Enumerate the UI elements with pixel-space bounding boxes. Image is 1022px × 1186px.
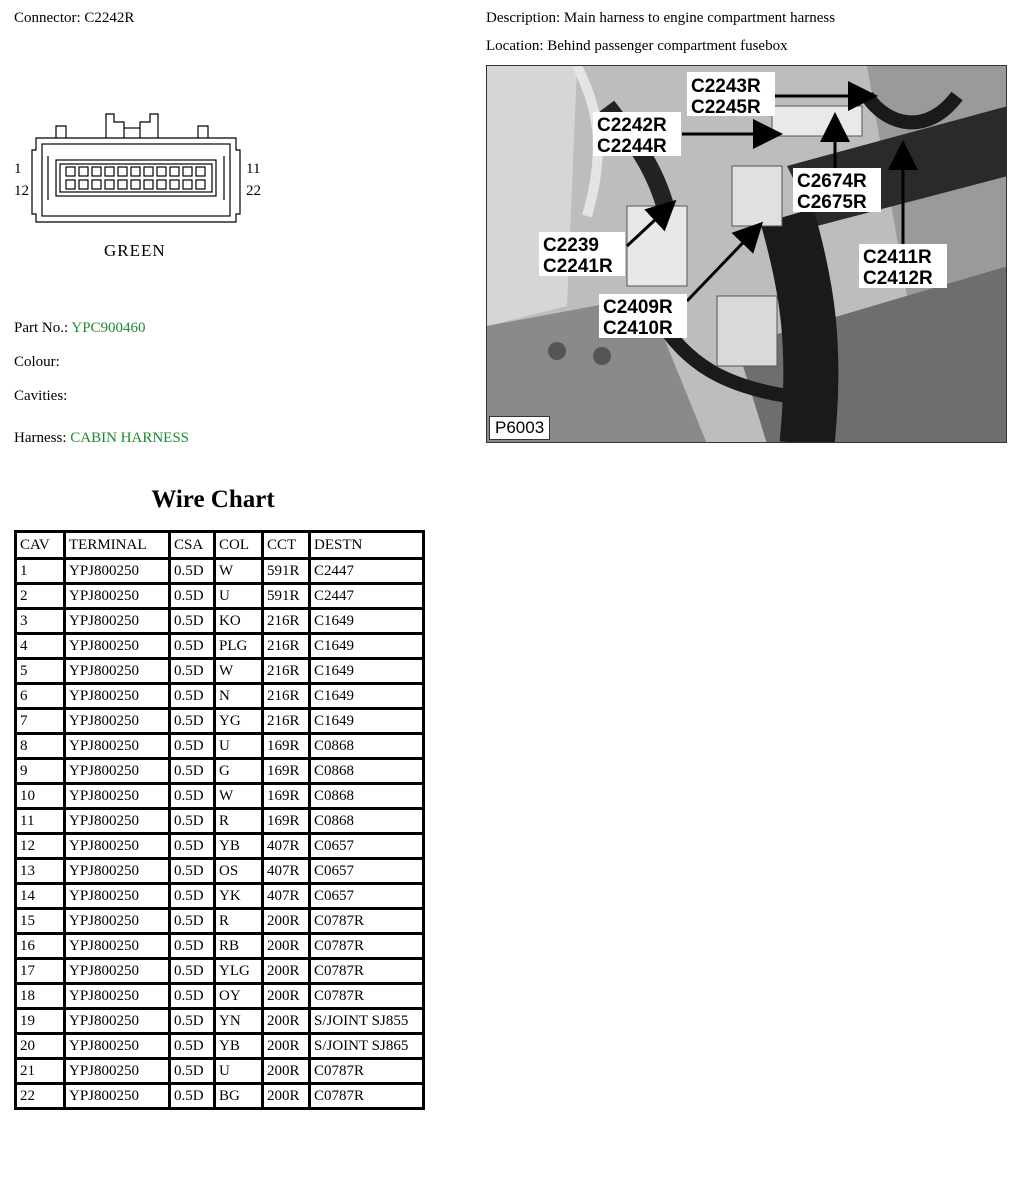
cell-cct: 200R — [263, 909, 310, 934]
cell-csa: 0.5D — [170, 784, 215, 809]
cell-terminal: YPJ800250 — [65, 934, 170, 959]
cell-csa: 0.5D — [170, 1084, 215, 1109]
callout-c2245r: C2245R — [691, 97, 761, 118]
pin-label-1: 1 — [14, 161, 22, 177]
cell-cct: 169R — [263, 734, 310, 759]
cell-destn: C0868 — [310, 784, 424, 809]
cell-cav: 9 — [16, 759, 65, 784]
cell-col: W — [215, 784, 263, 809]
table-row — [16, 734, 424, 759]
table-row — [16, 784, 424, 809]
cell-cav: 20 — [16, 1034, 65, 1059]
cell-terminal: YPJ800250 — [65, 984, 170, 1009]
pin-label-11: 11 — [246, 161, 261, 177]
cell-csa: 0.5D — [170, 1034, 215, 1059]
cell-cct: 216R — [263, 709, 310, 734]
connector-label: Connector: — [14, 10, 81, 26]
cell-cct: 200R — [263, 1034, 310, 1059]
cell-cct: 216R — [263, 684, 310, 709]
callout-c2242r: C2242R — [597, 115, 667, 136]
cell-cav: 7 — [16, 709, 65, 734]
cell-terminal: YPJ800250 — [65, 834, 170, 859]
cell-col: G — [215, 759, 263, 784]
header-cav: CAV — [16, 532, 65, 559]
table-row — [16, 1084, 424, 1109]
cell-destn: C0787R — [310, 959, 424, 984]
cell-cav: 12 — [16, 834, 65, 859]
description-label: Description: — [486, 10, 561, 26]
cell-terminal: YPJ800250 — [65, 959, 170, 984]
connector-line — [14, 10, 134, 27]
cell-cct: 200R — [263, 1009, 310, 1034]
wire-chart-table — [14, 530, 425, 1110]
cell-cct: 169R — [263, 759, 310, 784]
cell-col: KO — [215, 609, 263, 634]
cell-terminal: YPJ800250 — [65, 759, 170, 784]
cell-destn: C0657 — [310, 884, 424, 909]
table-row — [16, 834, 424, 859]
cell-cav: 17 — [16, 959, 65, 984]
cell-csa: 0.5D — [170, 659, 215, 684]
table-row — [16, 884, 424, 909]
cell-terminal: YPJ800250 — [65, 584, 170, 609]
cell-csa: 0.5D — [170, 559, 215, 584]
cell-csa: 0.5D — [170, 759, 215, 784]
cell-csa: 0.5D — [170, 809, 215, 834]
cell-destn: C0868 — [310, 809, 424, 834]
cell-terminal: YPJ800250 — [65, 784, 170, 809]
harness-line — [14, 430, 189, 447]
location-label: Location: — [486, 38, 544, 54]
part-no-line — [14, 320, 146, 337]
cell-col: U — [215, 1059, 263, 1084]
table-row — [16, 709, 424, 734]
cell-destn: C0787R — [310, 1084, 424, 1109]
cell-cct: 407R — [263, 859, 310, 884]
cell-terminal: YPJ800250 — [65, 1084, 170, 1109]
table-row — [16, 559, 424, 584]
cell-col: PLG — [215, 634, 263, 659]
cell-cav: 4 — [16, 634, 65, 659]
cell-csa: 0.5D — [170, 609, 215, 634]
cell-destn: S/JOINT SJ865 — [310, 1034, 424, 1059]
cell-terminal: YPJ800250 — [65, 684, 170, 709]
cell-col: YN — [215, 1009, 263, 1034]
cell-cct: 216R — [263, 659, 310, 684]
cell-cav: 5 — [16, 659, 65, 684]
cell-cct: 200R — [263, 959, 310, 984]
cell-col: R — [215, 809, 263, 834]
cell-destn: C0787R — [310, 984, 424, 1009]
cell-col: RB — [215, 934, 263, 959]
cell-csa: 0.5D — [170, 859, 215, 884]
table-header-row — [16, 532, 424, 559]
description-value: Main harness to engine compartment harness — [563, 10, 836, 26]
callout-c2410r: C2410R — [603, 318, 673, 339]
cell-destn: C1649 — [310, 634, 424, 659]
header-terminal: TERMINAL — [65, 532, 170, 559]
callout-c2674r: C2674R — [797, 171, 867, 192]
cell-cav: 19 — [16, 1009, 65, 1034]
table-row — [16, 659, 424, 684]
cell-terminal: YPJ800250 — [65, 809, 170, 834]
cell-cav: 22 — [16, 1084, 65, 1109]
cell-terminal: YPJ800250 — [65, 734, 170, 759]
cell-destn: C1649 — [310, 684, 424, 709]
cell-cct: 169R — [263, 809, 310, 834]
callout-c2409r: C2409R — [603, 297, 673, 318]
table-row — [16, 584, 424, 609]
harness-label: Harness: — [14, 430, 67, 446]
cell-destn: C1649 — [310, 709, 424, 734]
cell-col: U — [215, 734, 263, 759]
cell-col: YB — [215, 834, 263, 859]
cell-csa: 0.5D — [170, 834, 215, 859]
callout-c2675r: C2675R — [797, 192, 867, 213]
cell-terminal: YPJ800250 — [65, 659, 170, 684]
cell-col: R — [215, 909, 263, 934]
connector-colour-label: GREEN — [104, 241, 166, 260]
wire-chart-title: Wire Chart — [151, 486, 275, 513]
cell-cav: 18 — [16, 984, 65, 1009]
cell-destn: C0787R — [310, 909, 424, 934]
cell-cct: 200R — [263, 934, 310, 959]
cell-col: YK — [215, 884, 263, 909]
cell-csa: 0.5D — [170, 884, 215, 909]
cell-terminal: YPJ800250 — [65, 859, 170, 884]
photo-reference: P6003 — [489, 416, 550, 440]
table-row — [16, 609, 424, 634]
table-row — [16, 1034, 424, 1059]
cell-cav: 14 — [16, 884, 65, 909]
cell-csa: 0.5D — [170, 734, 215, 759]
cell-col: YG — [215, 709, 263, 734]
callout-c2239: C2239 — [543, 235, 599, 256]
connector-face-diagram — [14, 110, 284, 270]
cell-cav: 11 — [16, 809, 65, 834]
cell-csa: 0.5D — [170, 959, 215, 984]
cell-cav: 10 — [16, 784, 65, 809]
description-line — [486, 10, 835, 27]
cell-cav: 1 — [16, 559, 65, 584]
cell-cct: 591R — [263, 559, 310, 584]
cell-destn: C0787R — [310, 1059, 424, 1084]
table-row — [16, 934, 424, 959]
cell-destn: C0657 — [310, 859, 424, 884]
part-no-label: Part No.: — [14, 320, 69, 336]
cell-csa: 0.5D — [170, 934, 215, 959]
colour-label: Colour: — [14, 354, 60, 370]
cell-csa: 0.5D — [170, 909, 215, 934]
cell-cct: 407R — [263, 834, 310, 859]
cell-cct: 200R — [263, 1059, 310, 1084]
cell-terminal: YPJ800250 — [65, 709, 170, 734]
header-destn: DESTN — [310, 532, 424, 559]
callout-c2241r: C2241R — [543, 256, 613, 277]
cell-col: W — [215, 659, 263, 684]
cell-csa: 0.5D — [170, 984, 215, 1009]
cell-cct: 216R — [263, 609, 310, 634]
table-row — [16, 984, 424, 1009]
cell-col: BG — [215, 1084, 263, 1109]
cell-cav: 3 — [16, 609, 65, 634]
cell-destn: C0787R — [310, 934, 424, 959]
cell-cav: 15 — [16, 909, 65, 934]
cell-terminal: YPJ800250 — [65, 884, 170, 909]
header-cct: CCT — [263, 532, 310, 559]
table-row — [16, 959, 424, 984]
cell-destn: S/JOINT SJ855 — [310, 1009, 424, 1034]
location-photo — [486, 65, 1007, 443]
table-row — [16, 759, 424, 784]
callout-c2243r: C2243R — [691, 76, 761, 97]
table-row — [16, 809, 424, 834]
cell-destn: C2447 — [310, 584, 424, 609]
cell-csa: 0.5D — [170, 1059, 215, 1084]
cell-col: YLG — [215, 959, 263, 984]
header-col: COL — [215, 532, 263, 559]
cell-cct: 200R — [263, 1084, 310, 1109]
table-row — [16, 909, 424, 934]
cell-terminal: YPJ800250 — [65, 1034, 170, 1059]
cell-cct: 200R — [263, 984, 310, 1009]
cell-col: U — [215, 584, 263, 609]
cell-cav: 16 — [16, 934, 65, 959]
table-row — [16, 859, 424, 884]
callout-c2244r: C2244R — [597, 136, 667, 157]
harness-value: CABIN HARNESS — [70, 430, 190, 446]
location-value: Behind passenger compartment fusebox — [547, 38, 788, 54]
cell-destn: C2447 — [310, 559, 424, 584]
table-row — [16, 684, 424, 709]
cell-cav: 2 — [16, 584, 65, 609]
cell-cct: 591R — [263, 584, 310, 609]
cell-csa: 0.5D — [170, 709, 215, 734]
callout-c2412r: C2412R — [863, 268, 933, 289]
cell-destn: C1649 — [310, 659, 424, 684]
connector-value: C2242R — [84, 10, 135, 26]
cell-cct: 169R — [263, 784, 310, 809]
cavities-label: Cavities: — [14, 388, 68, 404]
cell-col: W — [215, 559, 263, 584]
cell-cct: 216R — [263, 634, 310, 659]
cell-destn: C0657 — [310, 834, 424, 859]
header-csa: CSA — [170, 532, 215, 559]
cell-cct: 407R — [263, 884, 310, 909]
cell-terminal: YPJ800250 — [65, 609, 170, 634]
cell-terminal: YPJ800250 — [65, 634, 170, 659]
cell-terminal: YPJ800250 — [65, 909, 170, 934]
pin-label-22: 22 — [246, 183, 261, 199]
wire-chart-body — [16, 559, 424, 1109]
table-row — [16, 1009, 424, 1034]
table-row — [16, 634, 424, 659]
cell-csa: 0.5D — [170, 684, 215, 709]
cell-terminal: YPJ800250 — [65, 1059, 170, 1084]
cell-cav: 6 — [16, 684, 65, 709]
pin-label-12: 12 — [14, 183, 29, 199]
cell-csa: 0.5D — [170, 1009, 215, 1034]
cell-csa: 0.5D — [170, 634, 215, 659]
location-line — [486, 38, 788, 55]
cell-destn: C0868 — [310, 759, 424, 784]
table-row — [16, 1059, 424, 1084]
cell-cav: 13 — [16, 859, 65, 884]
cell-col: OS — [215, 859, 263, 884]
callout-c2411r: C2411R — [863, 247, 932, 268]
part-no-value: YPC900460 — [71, 320, 146, 336]
cell-terminal: YPJ800250 — [65, 559, 170, 584]
cavities-line — [14, 388, 67, 405]
cell-terminal: YPJ800250 — [65, 1009, 170, 1034]
cell-col: OY — [215, 984, 263, 1009]
cell-csa: 0.5D — [170, 584, 215, 609]
cell-cav: 21 — [16, 1059, 65, 1084]
cell-destn: C0868 — [310, 734, 424, 759]
cell-cav: 8 — [16, 734, 65, 759]
colour-line — [14, 354, 60, 371]
cell-destn: C1649 — [310, 609, 424, 634]
cell-col: N — [215, 684, 263, 709]
cell-col: YB — [215, 1034, 263, 1059]
